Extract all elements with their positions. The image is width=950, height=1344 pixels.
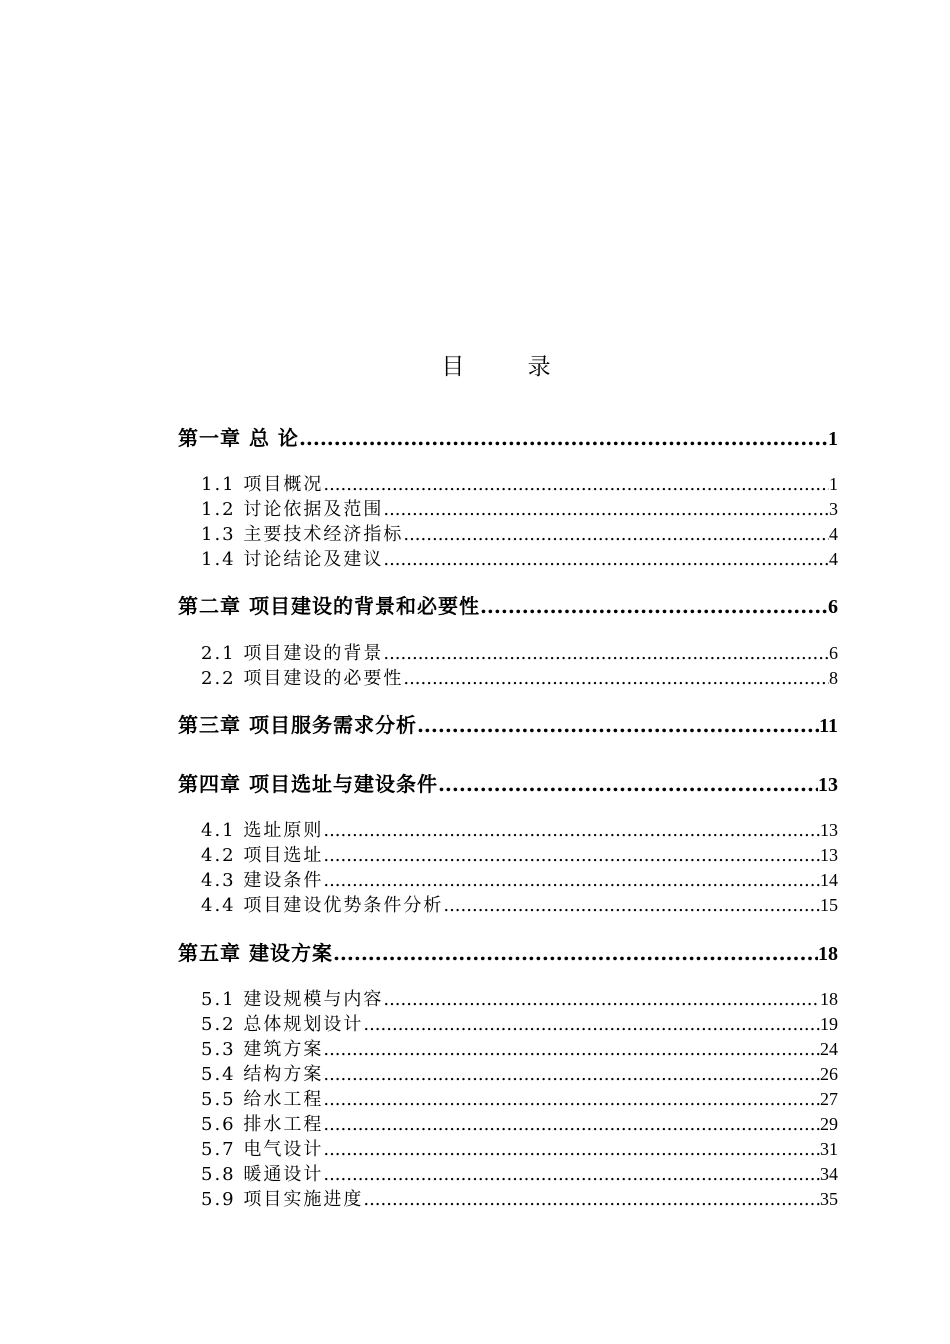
- toc-section-5-3[interactable]: [201, 1037, 838, 1062]
- leader-dots: [383, 497, 829, 522]
- toc-chapter-5[interactable]: [178, 938, 838, 968]
- toc-chapter-2[interactable]: [178, 591, 838, 621]
- section-label: 1.3 主要技术经济指标: [201, 524, 404, 545]
- section-label: 1.1 项目概况: [201, 474, 324, 495]
- section-label: 1.2 讨论依据及范围: [201, 499, 384, 520]
- chapter-label: 第四章 项目选址与建设条件: [178, 772, 438, 796]
- toc-section-5-2[interactable]: [201, 1012, 838, 1037]
- toc-section-1-4[interactable]: [201, 547, 838, 572]
- section-page-number: 14: [820, 870, 838, 890]
- leader-dots: [363, 1187, 820, 1212]
- section-page-number: 34: [820, 1164, 838, 1184]
- leader-dots: [383, 641, 829, 666]
- section-label: 5.4 结构方案: [201, 1064, 324, 1085]
- section-label: 2.2 项目建设的必要性: [201, 668, 404, 689]
- section-page-number: 27: [820, 1089, 838, 1109]
- section-page-number: 26: [820, 1064, 838, 1084]
- leader-dots: [299, 423, 828, 453]
- section-page-number: 8: [829, 668, 838, 688]
- section-label: 5.3 建筑方案: [201, 1039, 324, 1060]
- leader-dots: [323, 1162, 820, 1187]
- chapter-page-number: 18: [818, 943, 838, 965]
- section-label: 5.5 给水工程: [201, 1089, 324, 1110]
- toc-section-1-1[interactable]: [201, 472, 838, 497]
- toc-section-4-4[interactable]: [201, 893, 838, 918]
- toc-section-2-1[interactable]: [201, 641, 838, 666]
- leader-dots: [323, 1137, 820, 1162]
- chapter-label: 第五章 建设方案: [178, 941, 333, 965]
- section-label: 5.8 暖通设计: [201, 1164, 324, 1185]
- toc-chapter-1[interactable]: [178, 423, 838, 453]
- section-label: 5.6 排水工程: [201, 1114, 324, 1135]
- leader-dots: [480, 591, 828, 621]
- leader-dots: [323, 868, 820, 893]
- section-label: 4.2 项目选址: [201, 845, 324, 866]
- leader-dots: [383, 547, 829, 572]
- chapter-page-number: 13: [818, 774, 838, 796]
- section-label: 5.9 项目实施进度: [201, 1189, 364, 1210]
- toc-section-1-2[interactable]: [201, 497, 838, 522]
- section-page-number: 15: [820, 895, 838, 915]
- chapter-label: 第二章 项目建设的背景和必要性: [178, 594, 480, 618]
- section-page-number: 18: [820, 989, 838, 1009]
- toc-section-4-2[interactable]: [201, 843, 838, 868]
- section-page-number: 4: [829, 524, 838, 544]
- section-page-number: 19: [820, 1014, 838, 1034]
- leader-dots: [403, 522, 829, 547]
- chapter-label: 第三章 项目服务需求分析: [178, 713, 417, 737]
- leader-dots: [323, 1087, 820, 1112]
- toc-section-2-2[interactable]: [201, 666, 838, 691]
- leader-dots: [323, 818, 820, 843]
- chapter-page-number: 1: [828, 428, 838, 450]
- toc-chapter-4[interactable]: [178, 769, 838, 799]
- section-page-number: 13: [820, 845, 838, 865]
- toc-section-5-9[interactable]: [201, 1187, 838, 1212]
- leader-dots: [417, 710, 819, 740]
- toc-section-1-3[interactable]: [201, 522, 838, 547]
- toc-section-4-1[interactable]: [201, 818, 838, 843]
- leader-dots: [323, 843, 820, 868]
- leader-dots: [323, 1112, 820, 1137]
- section-page-number: 1: [829, 474, 838, 494]
- leader-dots: [403, 666, 829, 691]
- section-label: 4.3 建设条件: [201, 870, 324, 891]
- section-page-number: 4: [829, 549, 838, 569]
- section-label: 1.4 讨论结论及建议: [201, 549, 384, 570]
- section-label: 4.1 选址原则: [201, 820, 324, 841]
- toc-section-5-5[interactable]: [201, 1087, 838, 1112]
- leader-dots: [443, 893, 820, 918]
- chapter-label: 第一章 总 论: [178, 426, 299, 450]
- section-label: 2.1 项目建设的背景: [201, 643, 384, 664]
- section-label: 5.7 电气设计: [201, 1139, 324, 1160]
- section-page-number: 24: [820, 1039, 838, 1059]
- section-page-number: 3: [829, 499, 838, 519]
- section-label: 4.4 项目建设优势条件分析: [201, 895, 444, 916]
- section-page-number: 29: [820, 1114, 838, 1134]
- toc-chapter-3[interactable]: [178, 710, 838, 740]
- leader-dots: [383, 987, 820, 1012]
- leader-dots: [333, 938, 818, 968]
- toc-section-5-6[interactable]: [201, 1112, 838, 1137]
- leader-dots: [438, 769, 818, 799]
- section-page-number: 6: [829, 643, 838, 663]
- section-page-number: 13: [820, 820, 838, 840]
- leader-dots: [323, 1037, 820, 1062]
- chapter-page-number: 6: [828, 596, 838, 618]
- toc-section-4-3[interactable]: [201, 868, 838, 893]
- section-page-number: 31: [820, 1139, 838, 1159]
- leader-dots: [363, 1012, 820, 1037]
- toc-section-5-8[interactable]: [201, 1162, 838, 1187]
- section-label: 5.1 建设规模与内容: [201, 989, 384, 1010]
- leader-dots: [323, 472, 829, 497]
- section-page-number: 35: [820, 1189, 838, 1209]
- toc-section-5-1[interactable]: [201, 987, 838, 1012]
- toc-title: 目 录: [441, 354, 579, 380]
- section-label: 5.2 总体规划设计: [201, 1014, 364, 1035]
- toc-section-5-7[interactable]: [201, 1137, 838, 1162]
- leader-dots: [323, 1062, 820, 1087]
- chapter-page-number: 11: [819, 715, 838, 737]
- toc-section-5-4[interactable]: [201, 1062, 838, 1087]
